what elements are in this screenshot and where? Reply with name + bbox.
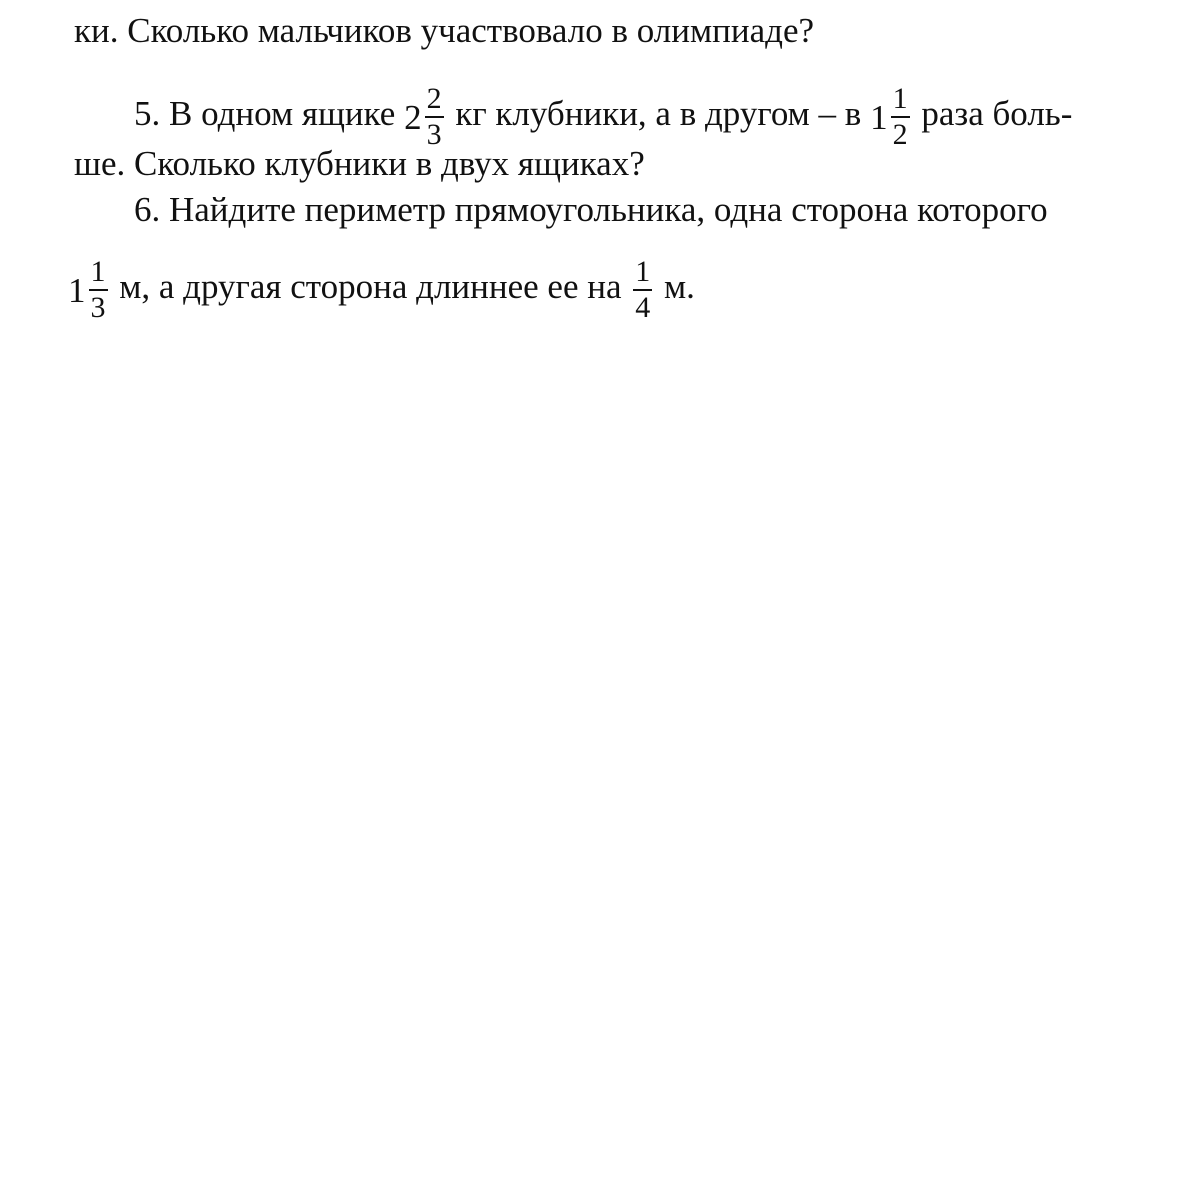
fraction-numerator: 2	[426, 82, 442, 115]
fraction	[891, 84, 910, 150]
fraction-denominator: 2	[892, 118, 908, 151]
problem-6-line-2	[68, 257, 695, 323]
problem-6-text-middle: м, а другая сторона длиннее ее на	[110, 267, 631, 307]
fraction-denominator: 3	[90, 291, 106, 324]
problem-5-text-middle: кг клубники, а в другом – в	[446, 94, 871, 134]
mixed-whole: 1	[68, 270, 86, 310]
problem-6-line-1	[134, 192, 1048, 227]
fraction-numerator: 1	[635, 255, 651, 288]
fraction-1-4	[633, 257, 652, 323]
fraction	[89, 257, 108, 323]
problem-5-text-start: 5. В одном ящике	[134, 94, 405, 134]
problem-6-text-end: м.	[655, 267, 695, 307]
fraction-denominator: 3	[426, 118, 442, 151]
mixed-number-1-1-2	[870, 84, 913, 150]
mixed-whole: 2	[404, 97, 422, 137]
mixed-number-1-1-3	[68, 257, 111, 323]
problem-5-text-end: раза боль-	[912, 94, 1073, 134]
fraction-numerator: 1	[892, 82, 908, 115]
fraction-denominator: 4	[635, 291, 651, 324]
problem-6-text: 6. Найдите периметр прямоугольника, одна сторона которого	[134, 190, 1048, 229]
mixed-whole: 1	[870, 97, 888, 137]
mixed-number-2-2-3	[404, 84, 447, 150]
fraction	[425, 84, 444, 150]
line-1-text: ки. Сколько мальчиков участвовало в олимпиаде?	[74, 11, 815, 50]
fraction-numerator: 1	[90, 255, 106, 288]
problem-5-line-1	[134, 84, 1072, 150]
problem-5-question: ше. Сколько клубники в двух ящиках?	[74, 144, 645, 183]
problem-5-line-2	[74, 146, 645, 181]
text-line-1	[74, 13, 814, 48]
